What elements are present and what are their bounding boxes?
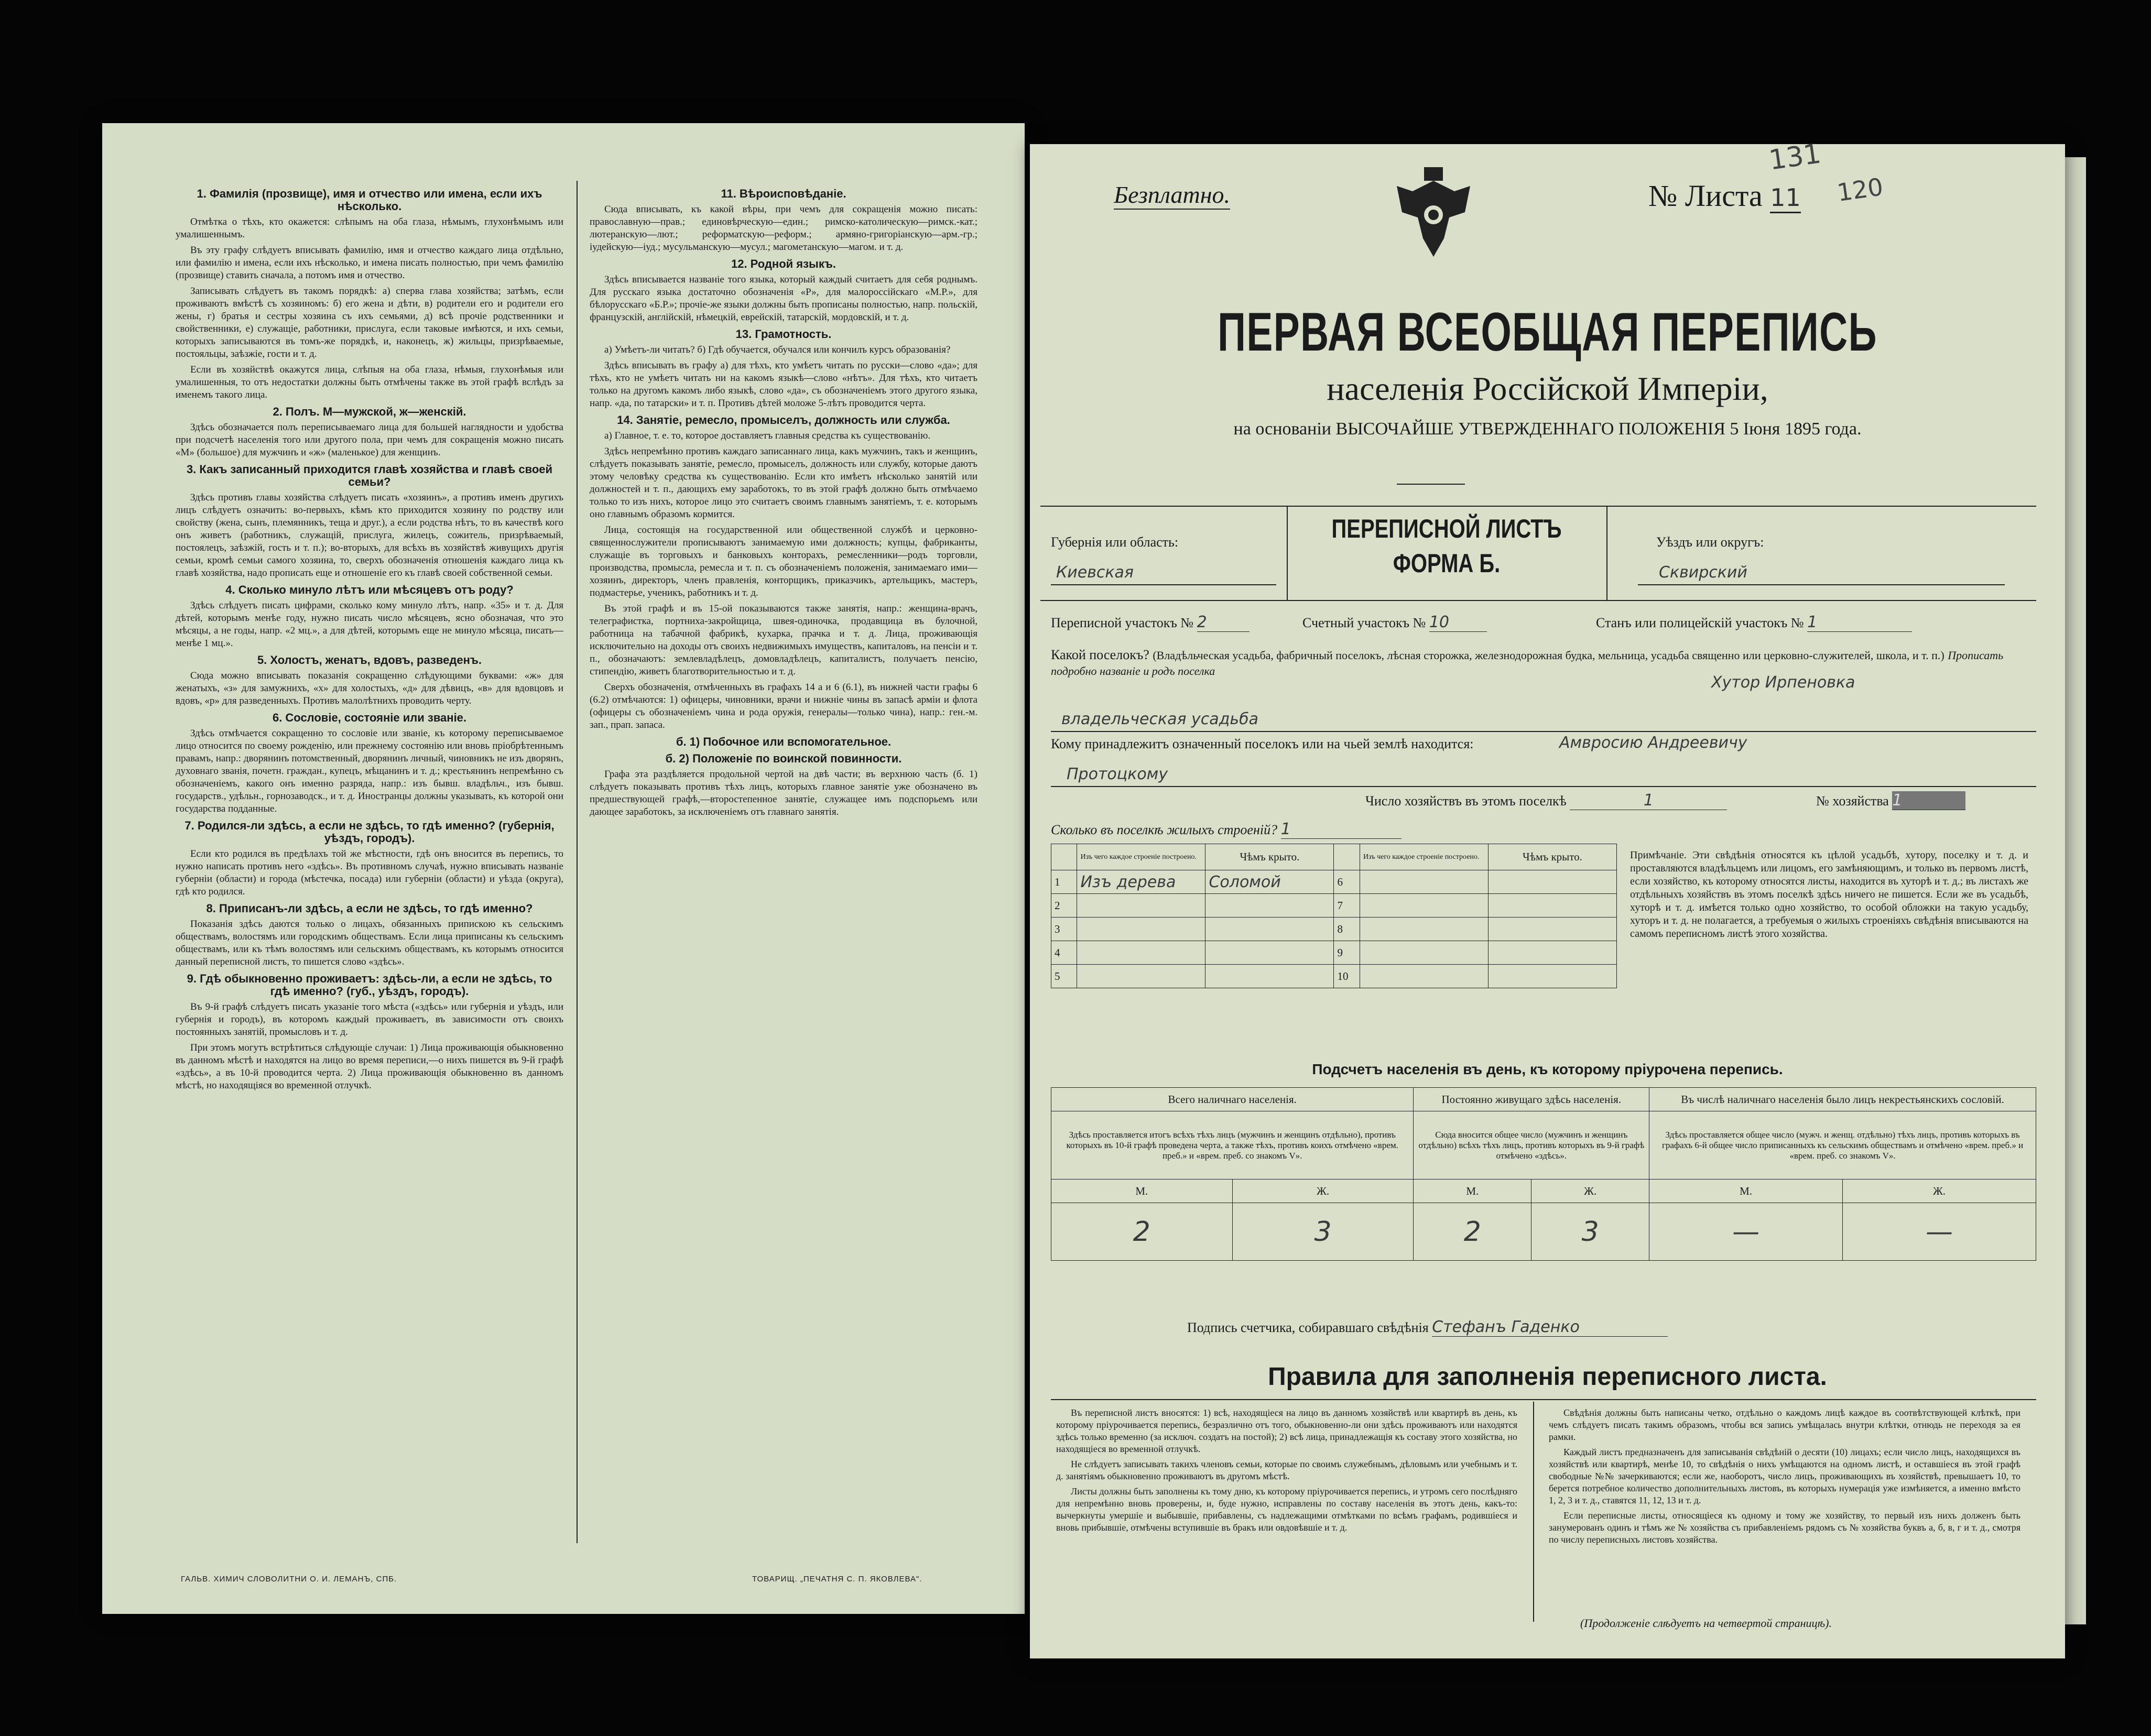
signature — [1187, 1318, 1668, 1337]
build-row-n: 3 — [1051, 918, 1077, 941]
hoz-count-value: 1 — [1570, 791, 1727, 810]
stan-value: 1 — [1807, 613, 1912, 632]
pencil-mark-131: 131 — [1767, 138, 1823, 177]
section-heading: 11. Вѣроисповѣданіе. — [721, 187, 846, 200]
count-title: Подсчетъ населенія въ день, къ которому пріурочена перепись. — [1312, 1061, 1783, 1077]
right-page — [1030, 138, 2065, 1658]
build-row-n: 2 — [1051, 894, 1077, 918]
count-value: — — [1843, 1203, 2036, 1261]
komu-value-2: Протоцкому — [1067, 765, 1168, 783]
rules-rule — [1051, 1399, 2036, 1400]
build-row-n: 1 — [1051, 870, 1077, 894]
build-head-a-right: Изъ чего каждое строеніе построено. — [1360, 844, 1488, 870]
paragraph: Если въ хозяйствѣ окажутся лица, слѣпыя на оба глаза, нѣмыя, глухонѣмыя или умалишенныя, то отъ недостатки должны быть отмѣчены также въ этой графѣ вслѣдъ за именемъ такого лица. — [176, 364, 563, 400]
build-row-n: 5 — [1051, 965, 1077, 988]
rules-paragraph: Листы должны быть заполнены къ тому дню, къ которому пріурочивается перепись, и утромъ сего послѣдняго для непремѣнно вновь проверены, и, буде нужно, исправлены по составу населенія въ этотъ день, какъ-то: вычеркнуты умершіе и выбывшіе, прибавлены, съ надлежащими отмѣтками по всѣмъ графамъ, родившіеся и вновь прибывшіе, отмѣчены вступившіе въ бракъ или овдовѣвшіе и т. д. — [1056, 1486, 1517, 1533]
poselok-note: (Владѣльческая усадьба, фабричный поселокъ, лѣсная сторожка, железнодорожная будка, мельница, усадьба священно или церковно-служителей, школа, и т. п.) — [1153, 649, 1944, 662]
count-col2-head: Постоянно живущаго здѣсь населенія. — [1414, 1088, 1649, 1111]
count-zh-3: Ж. — [1843, 1180, 2036, 1203]
formbox-left — [1287, 506, 1288, 600]
paragraph: Записывать слѣдуетъ въ такомъ порядкѣ: а) сперва глава хозяйства; затѣмъ, если проживаютъ вмѣстѣ съ хозяиномъ: б) его жена и дѣти, в) родители его и родители его жены, г) братья и сестры хозяина съ ихъ семьями, д) всѣ прочіе родственники и свойственники, е) служащіе, работники, прислуга, если таковые имѣются, и ихъ семьи, которыхъ записываются въ томъ-же порядкѣ, и, наконецъ, ж) жильцы, призрѣваемые, постояльцы, заѣзжіе, гости и т. д. — [176, 286, 563, 359]
hoz-count — [1365, 791, 1727, 810]
paragraph: Отмѣтка о тѣхъ, кто окажется: слѣпымъ на оба глаза, нѣмымъ, глухонѣмымъ или умалишеннымъ. — [176, 216, 563, 240]
poselok-value-1: Хутор Ирпеновка — [1711, 673, 1855, 692]
count-zh-1: Ж. — [1232, 1180, 1414, 1203]
column-divider — [577, 181, 578, 1543]
paragraph: а) Умѣетъ-ли читать? б) Гдѣ обучается, обучался или кончилъ курсъ образованія? — [604, 344, 951, 355]
uezd-label: Уѣздъ или округъ: — [1656, 534, 1764, 550]
section-heading: 3. Какъ записанный приходится главѣ хозяйства и главѣ своей семьи? — [186, 463, 553, 488]
rules-divider — [1533, 1402, 1534, 1622]
count-col1-desc: Здѣсь проставляется итогъ всѣхъ тѣхъ лицъ (мужчинъ и женщинъ отдѣльно), противъ которыхъ въ 10-й графѣ проведена черта, а также тѣхъ, противъ коихъ отмѣчено «врем. преб.» и «врем. преб. со знакомъ V». — [1051, 1111, 1414, 1180]
rules-paragraph: Каждый листъ предназначенъ для записыванія свѣдѣній о десяти (10) лицахъ; если число лицъ, находящихся въ хозяйствѣ или квартирѣ, менѣе 10, то свѣдѣнія о нихъ умѣщаются на одномъ листѣ, и оставшіеся въ этой графѣ свободные №№ зачеркиваются; если же, наоборотъ, число лицъ, проживающихъ въ хозяйствѣ, превышаетъ 10, то берется потребное количество дополнительныхъ листовъ, въ которыхъ нумерація уже измѣняется, а именно вмѣсто 1, 2, 3 и т. д., ставятся 11, 12, 13 и т. д. — [1549, 1447, 2020, 1505]
imperial-eagle-emblem — [1392, 165, 1475, 259]
build-head-b-left: Чѣмъ крыто. — [1205, 844, 1334, 870]
uezd-underline — [1638, 584, 2005, 585]
paragraph: Здѣсь отмѣчается сокращенно то сословіе или званіе, къ которому переписываемое лицо относится по своему рожденію, или прежнему состоянію или вновь пріобрѣтеннымъ правамъ, напр.: дворянинъ потомственный, дворянинъ личный, чиновникъ не изъ дворянъ, духовнаго званія, почетн. граждан., купецъ, мѣщанинъ и т. д.; крестьянинъ непремѣнно съ обозначеніемъ, какого онъ именно разряда, напр.: изъ бывш. владѣльч., изъ бывш. государств., удѣльн., горнозаводск., и т. д. Иностранцы должны указывать, къ которой они государства подданные. — [176, 728, 563, 814]
paragraph: Сюда вписывать, къ какой вѣры, при чемъ для сокращенія можно писать: православную—прав.; единовѣрческую—един.; римско-католическую—римск.-кат.; лютеранскую—лют.; реформатскую—реформ.; армяно-григорiанскую—арм.-гр.; іудейскую—іуд.; мусульманскую—мусул.; магометанскую—магом. и т. д. — [590, 204, 977, 253]
stan — [1596, 613, 1912, 632]
build-row-n: 10 — [1334, 965, 1360, 988]
schet-uchastok — [1302, 613, 1487, 632]
section-heading: 6. Сословіе, состояніе или званіе. — [272, 711, 467, 724]
build-head-a-left: Изъ чего каждое строеніе построено. — [1077, 844, 1205, 870]
gubernia-value: Киевская — [1056, 563, 1134, 582]
section-heading: 2. Полъ. М—мужской, ж—женскій. — [273, 405, 466, 418]
paragraph: Если кто родился въ предѣлахъ той же мѣстности, гдѣ онъ вносится въ перепись, то нужно написать противъ него «здѣсь». Въ противномъ случаѣ, нужно вписывать названіе губерніи (области) и города (мѣстечка, посада) или губерніи (области) и уѣзда (округа), гдѣ кто родился. — [176, 848, 563, 897]
rules-paragraph: Если переписные листы, относящіеся къ одному и тому же хозяйству, то первый изъ нихъ долженъ быть занумерованъ одинъ и тѣмъ же № хозяйства съ прибавленіемъ рядомъ съ № хозяйства буквъ а, б, в, г и т. д., смотря по числу переписныхъ листовъ хозяйства. — [1549, 1510, 2020, 1545]
census-subtitle: населенія Россійской Имперіи, — [1327, 370, 1768, 407]
header-rule-bottom — [1040, 600, 2036, 601]
section-heading: 13. Грамотность. — [735, 327, 832, 341]
section-heading: 8. Приписанъ-ли здѣсь, а если не здѣсь, то гдѣ именно? — [206, 902, 533, 915]
poselok-instruction: Прописать подробно названіе и родъ поселка — [1051, 649, 2004, 678]
stroenii-value: 1 — [1281, 820, 1402, 839]
paragraph: Лица, состоящія на государственной или общественной службѣ и церковно-священнослужители прописываютъ занимаемую ими должность; купцы, фабриканты, служащіе въ торговыхъ и банковыхъ конторахъ, ремесленники—родъ торговли, производства, промысла, ремесла и т. п. съ обозначеніемъ положенія, занимаемаго ими—хозяинъ, директоръ, членъ правленія, конторщикъ, приказчикъ, артельщикъ, мастеръ, подмастерье, ученикъ, работникъ и т. д. — [590, 525, 977, 598]
continued-note: (Продолженіе слѣдуетъ на четвертой страницѣ). — [1580, 1617, 1832, 1630]
build-material: Изъ дерева — [1077, 870, 1205, 894]
gubernia-underline — [1051, 584, 1276, 585]
census-basis: на основаніи ВЫСОЧАЙШЕ УТВЕРЖДЕННАГО ПОЛОЖЕНІЯ 5 Іюня 1895 года. — [1233, 419, 1862, 439]
poselok-value-2: владельческая усадьба — [1061, 710, 1258, 728]
count-col1-head: Всего наличнаго населенія. — [1051, 1088, 1414, 1111]
paragraph: Сюда можно вписывать показанія сокращенно слѣдующими буквами: «ж» для женатыхъ, «з» для замужнихъ, «х» для холостыхъ, «д» для дѣвицъ, «в» для вдовцовъ и вдовъ, «р» для разведенныхъ. Противъ малолѣтнихъ проводить черту. — [176, 670, 563, 706]
count-value: 2 — [1414, 1203, 1531, 1261]
primechanie-note: Примѣчаніе. Эти свѣдѣнія относятся къ цѣлой усадьбѣ, хутору, поселку и т. д. и проставляются владѣльцемъ или лицомъ, его замѣняющимъ, и только въ первомъ листѣ, если хозяйство, къ которому относятся листы, находится въ хуторѣ и т. д.; въ листахъ же отдѣльныхъ хозяйствъ въ этомъ поселкѣ здѣсь ничего не пишется. Если же въ усадьбѣ, хуторѣ и т. д. имѣется только одно хозяйство, то особой обложки на такую усадьбу, хуторъ и т. д. не полагается, а требуемыя о жилыхъ строеніяхъ свѣдѣнія вписываются на самомъ переписномъ листѣ этого хозяйства. — [1630, 849, 2028, 940]
build-row-n: 9 — [1334, 941, 1360, 965]
sheet-number-value: 11 — [1770, 183, 1801, 213]
paragraph: Въ эту графу слѣдуетъ вписывать фамилію, имя и отчество каждаго лица отдѣльно, или фамилію и имена, если ихъ нѣсколько, и имена писать полностью, при чемъ фамилію (прозвище) ставить сначала, а потомъ имя и отчество. — [176, 245, 563, 281]
stacked-pages-edge — [2065, 157, 2086, 1624]
form-name: ФОРМА Б. — [1393, 549, 1501, 578]
section-heading: 7. Родился-ли здѣсь, а если не здѣсь, то гдѣ именно? (губернія, уѣздъ, городъ). — [184, 819, 555, 845]
paragraph: Здѣсь слѣдуетъ писать цифрами, сколько кому минуло лѣтъ, напр. «35» и т. д. Для дѣтей, которымъ менѣе году, нужно писать число мѣсяцевъ, ясно обозначая, что это мѣсяцы, а не годы, напр. «2 мц.», а для дѣтей, которымъ еще не минуло мѣсяца, писать—менѣе 1 мц.». — [176, 600, 563, 649]
stroenii-label: Сколько въ поселкѣ жилыхъ строеній? — [1051, 822, 1278, 837]
hoz-no-label: № хозяйства — [1816, 793, 1889, 809]
buildings-table — [1051, 844, 1617, 988]
stroenii — [1051, 820, 1402, 839]
count-m-2: М. — [1414, 1180, 1531, 1203]
sheet-number-label: № Листа — [1648, 179, 1763, 213]
printer-imprint-right: ТОВАРИЩ. „ПЕЧАТНЯ С. П. ЯКОВЛЕВА". — [752, 1575, 922, 1584]
section-heading: 14. Занятіе, ремесло, промыселъ, должность или служба. — [617, 413, 950, 427]
pencil-mark-120: 120 — [1835, 172, 1885, 207]
paragraph: Здѣсь вписывается названіе того языка, который каждый считаетъ для себя роднымъ. Для русскаго языка достаточно обозначенія «Р», для малороссійскаго «М.Р.», для бѣлорусскаго «Б.Р.»; прочіе-же языки должны быть прописаны полностью, напр. польскій, французскій, англійскій, нѣмецкій, еврейскій, татарскій, мордовскій, и т. д. — [590, 274, 977, 323]
count-col3-desc: Здѣсь проставляется общее число (мужч. и женщ. отдѣльно) тѣхъ лицъ, противъ которыхъ въ графахъ 6-й общее число приписанныхъ къ сельскимъ обществамъ и отмѣчено «врем. преб.» и «врем. преб. со знакомъ V». — [1649, 1111, 2036, 1180]
paragraph: Здѣсь противъ главы хозяйства слѣдуетъ писать «хозяинъ», а противъ именъ другихъ лицъ слѣдуетъ означить: во-первыхъ, кѣмъ кто приходится хозяину по родству или свойству (жена, сынъ, племянникъ, теща и друг.), а если родства нѣтъ, то въ качествѣ кого онъ живетъ (работникъ, служащій, прислуга, жилецъ, сожитель, призрѣваемый, постоялецъ, заѣзжій, гость и т. п.); во-вторыхъ, для всѣхъ въ хозяйствѣ живущихъ другія семьи, кромѣ семьи самого хозяина, то, сверхъ обозначенія отношенія каждаго лица къ главѣ хозяйства, надо прописать еще и отношеніе его къ главѣ своей собственной семьи. — [176, 492, 563, 578]
schet-uchastok-value: 10 — [1429, 613, 1487, 632]
header-rule-top — [1040, 506, 2036, 507]
uezd-value: Сквирский — [1659, 563, 1747, 582]
gubernia-label: Губернія или область: — [1051, 534, 1179, 550]
count-col3-head: Въ числѣ наличнаго населенія было лицъ некрестьянскихъ сословій. — [1649, 1088, 2036, 1111]
komu-value-1: Амвросию Андреевичу — [1559, 734, 1747, 752]
rules-column-1 — [1056, 1407, 1517, 1622]
build-row-n: 6 — [1334, 870, 1360, 894]
signature-label: Подпись счетчика, собиравшаго свѣдѣнія — [1187, 1320, 1429, 1335]
signature-value: Стефанъ Гаденко — [1432, 1318, 1668, 1337]
title-rule — [1397, 484, 1465, 485]
section-heading: 5. Холостъ, женатъ, вдовъ, разведенъ. — [257, 653, 482, 667]
rules-paragraph: Не слѣдуетъ записывать такихъ членовъ семьи, которые по своимъ служебнымъ, дѣловымъ или учебнымъ и т. д. занятіямъ обыкновенно проживаютъ въ другомъ мѣстѣ. — [1056, 1459, 1517, 1481]
left-column-2 — [590, 183, 977, 1525]
build-roof: Соломой — [1205, 870, 1334, 894]
rules-paragraph: Свѣдѣнія должны быть написаны четко, отдѣльно о каждомъ лицѣ каждое въ соотвѣтствующей клѣткѣ, при чемъ слѣдуетъ писать такимъ образомъ, чтобы вся запись умѣщалась внутри клѣтки, отнюдь не переходя за ея рамки. — [1549, 1407, 2020, 1442]
build-head-b-right: Чѣмъ крыто. — [1488, 844, 1616, 870]
sheet-number — [1648, 178, 1801, 213]
paragraph: Здѣсь вписывать въ графу а) для тѣхъ, кто умѣетъ читать по русски—слово «да»; для тѣхъ, кто не умѣетъ читать ни на какомъ языкѣ—слово «нѣтъ». Для тѣхъ, кто читаетъ только на другомъ какомъ либо языкѣ, слово «да», съ обозначеніемъ этого другого языка, напр. «да, по татарски» и т. п. Противъ дѣтей моложе 5-лѣтъ проводится черта. — [590, 360, 977, 409]
census-title: ПЕРВАЯ ВСЕОБЩАЯ ПЕРЕПИСЬ — [1218, 302, 1877, 363]
left-column-1 — [176, 183, 563, 1525]
paragraph: Показанія здѣсь даются только о лицахъ, обязанныхъ припискою къ сельскимъ обществамъ, волостямъ или городскимъ обществамъ. Если лица приписаны къ сельскимъ обществамъ, или къ тѣмъ волостямъ или сельскимъ обществамъ, къ которымъ относится данный переписной листъ, то пишется слово «здѣсь». — [176, 919, 563, 967]
form-title-box — [1300, 514, 1593, 592]
section-heading: 9. Гдѣ обыкновенно проживаетъ: здѣсь-ли, а если не здѣсь, то гдѣ именно? (губ., уѣздъ, городъ). — [187, 972, 552, 998]
komu-underline — [1051, 786, 2036, 787]
rules-title: Правила для заполненія переписного листа. — [1268, 1363, 1827, 1391]
paragraph: Здѣсь непремѣнно противъ каждаго записаннаго лица, какъ мужчинъ, такъ и женщинъ, слѣдуетъ показывать занятіе, ремесло, промыселъ, должность или службу, которые даютъ этому человѣку средства къ существованію. Если кто имѣетъ нѣсколько занятій или должностей и т. п., дающихъ ему заработокъ, то въ этой графѣ должно быть отмѣчаемо только то изъ нихъ, которое лицо это считаетъ своимъ главнымъ занятіемъ, т. е. которымъ оно главнымъ образомъ кормится. — [590, 446, 977, 520]
build-row-n: 7 — [1334, 894, 1360, 918]
rules-paragraph: Въ переписной листъ вносятся: 1) всѣ, находящіеся на лицо въ данномъ хозяйствѣ или квартирѣ въ день, къ которому пріурочивается перепись, безразлично отъ того, обыкновенно-ли они здѣсь проживаютъ или находятся здѣсь только временно (за исключ. создатъ на постой); 2) всѣ лица, принадлежащія къ составу этого хозяйства, но находящіеся во временной отлучкѣ. — [1056, 1407, 1517, 1454]
count-col2-desc: Сюда вносится общее число (мужчинъ и женщинъ отдѣльно) всѣхъ тѣхъ лицъ, противъ которыхъ въ 9-й графѣ отмѣчено «здѣсь». — [1414, 1111, 1649, 1180]
poselok-label: Какой поселокъ? — [1051, 647, 1149, 662]
left-page — [102, 123, 1025, 1614]
poselok — [1051, 647, 2036, 679]
count-m-3: М. — [1649, 1180, 1843, 1203]
section-heading: б. 1) Побочное или вспомогательное. — [676, 735, 892, 748]
schet-uchastok-label: Счетный участокъ № — [1302, 615, 1426, 630]
formbox-right — [1606, 506, 1607, 600]
perepis-uchastok-label: Переписной участокъ № — [1051, 615, 1194, 630]
paragraph: Въ этой графѣ и въ 15-ой показываются также занятія, напр.: женщина-врачъ, телеграфистка, портниха-закройщица, швея-одиночка, продавщица въ булочной, работница на табачной фабрикѣ, кухарка, прачка и т. д. Лица, проживающія исключительно на доходы отъ своихъ недвижимыхъ имуществъ, капиталовъ, на пенсіи и т. п., обозначаютъ: землевладѣлецъ, домовладѣлецъ, капиталистъ, получаетъ пенсію, стипендію, живетъ благотворительностью и т. д. — [590, 603, 977, 677]
section-heading: 4. Сколько минуло лѣтъ или мѣсяцевъ отъ роду? — [225, 583, 514, 596]
printer-imprint-left: ГАЛЬВ. ХИМИЧ СЛОВОЛИТНИ О. И. ЛЕМАНЪ, СПБ. — [181, 1575, 397, 1584]
count-zh-2: Ж. — [1531, 1180, 1649, 1203]
section-heading: 12. Родной языкъ. — [731, 257, 836, 270]
hoz-no-value: 1 — [1892, 791, 1965, 810]
section-heading: б. 2) Положеніе по воинской повинности. — [665, 752, 902, 765]
count-value: 3 — [1232, 1203, 1414, 1261]
rules-column-2 — [1549, 1407, 2020, 1611]
paragraph: Въ 9-й графѣ слѣдуетъ писать указаніе того мѣста («здѣсь» или губернія и уѣздъ, или губернія и городъ), въ которомъ каждый проживаетъ, въ зависимости отъ своихъ постоянныхъ занятій, промысловъ и т. д. — [176, 1001, 563, 1038]
paragraph: Здѣсь обозначается полъ переписываемаго лица для большей наглядности и удобства при подсчетѣ населенія того или другого пола, при чемъ для сокращенія можно писать «М» (большое) для мужчинъ и «ж» (маленькое) для женщинъ. — [176, 422, 563, 458]
stan-label: Станъ или полицейскій участокъ № — [1596, 615, 1804, 630]
population-count-table — [1051, 1087, 2036, 1261]
count-value: 2 — [1051, 1203, 1233, 1261]
paragraph: Графа эта раздѣляется продольной чертой на двѣ части; въ верхнюю часть (б. 1) слѣдуетъ показывать противъ тѣхъ лицъ, которыхъ главное занятіе уже обозначено въ предшествующей графѣ,—второстепенное занятіе, служащее имъ подспорьемъ или дающее заработокъ, за исключеніемъ отъ главнаго занятія. — [590, 769, 977, 817]
form-title: ПЕРЕПИСНОЙ ЛИСТЪ — [1331, 514, 1562, 543]
free-label: Безплатно. — [1114, 181, 1230, 210]
paragraph: При этомъ могутъ встрѣтиться слѣдующіе случаи: 1) Лица проживающія обыкновенно въ данномъ мѣстѣ и находятся на лицо во время переписи,—о нихъ пишется въ 9-й графѣ «здѣсь», а въ 10-й проводится черта. 2) Лица проживающія обыкновенно въ данномъ мѣстѣ, но находящіяся во временной отлучкѣ. — [176, 1042, 563, 1091]
komu-label: Кому принадлежитъ означенный поселокъ или на чьей землѣ находится: — [1051, 736, 1474, 751]
hoz-no — [1816, 791, 1965, 810]
build-row-n: 4 — [1051, 941, 1077, 965]
build-row-n: 8 — [1334, 918, 1360, 941]
poselok-underline — [1051, 731, 2036, 732]
paragraph: Сверхъ обозначенія, отмѣченныхъ въ графахъ 14 а и 6 (6.1), въ нижней части графы 6 (6.2) отмѣчаются: 1) офицеры, чиновники, врачи и нижніе чины въ запасѣ арміи и флота (офицеры съ обозначеніемъ чина и рода оружія, генералы—только чина), напр.: ген.-м. зап., прап. запаса. — [590, 682, 977, 730]
section-heading: 1. Фамилія (прозвище), имя и отчество или имена, если ихъ нѣсколько. — [197, 187, 542, 213]
perepis-uchastok-value: 2 — [1197, 613, 1250, 632]
paragraph: а) Главное, т. е. то, которое доставляетъ главныя средства къ существованію. — [604, 430, 931, 441]
count-value: 3 — [1531, 1203, 1649, 1261]
hoz-count-label: Число хозяйствъ въ этомъ поселкѣ — [1365, 793, 1567, 809]
count-m-1: М. — [1051, 1180, 1233, 1203]
perepis-uchastok — [1051, 613, 1250, 632]
count-value: — — [1649, 1203, 1843, 1261]
